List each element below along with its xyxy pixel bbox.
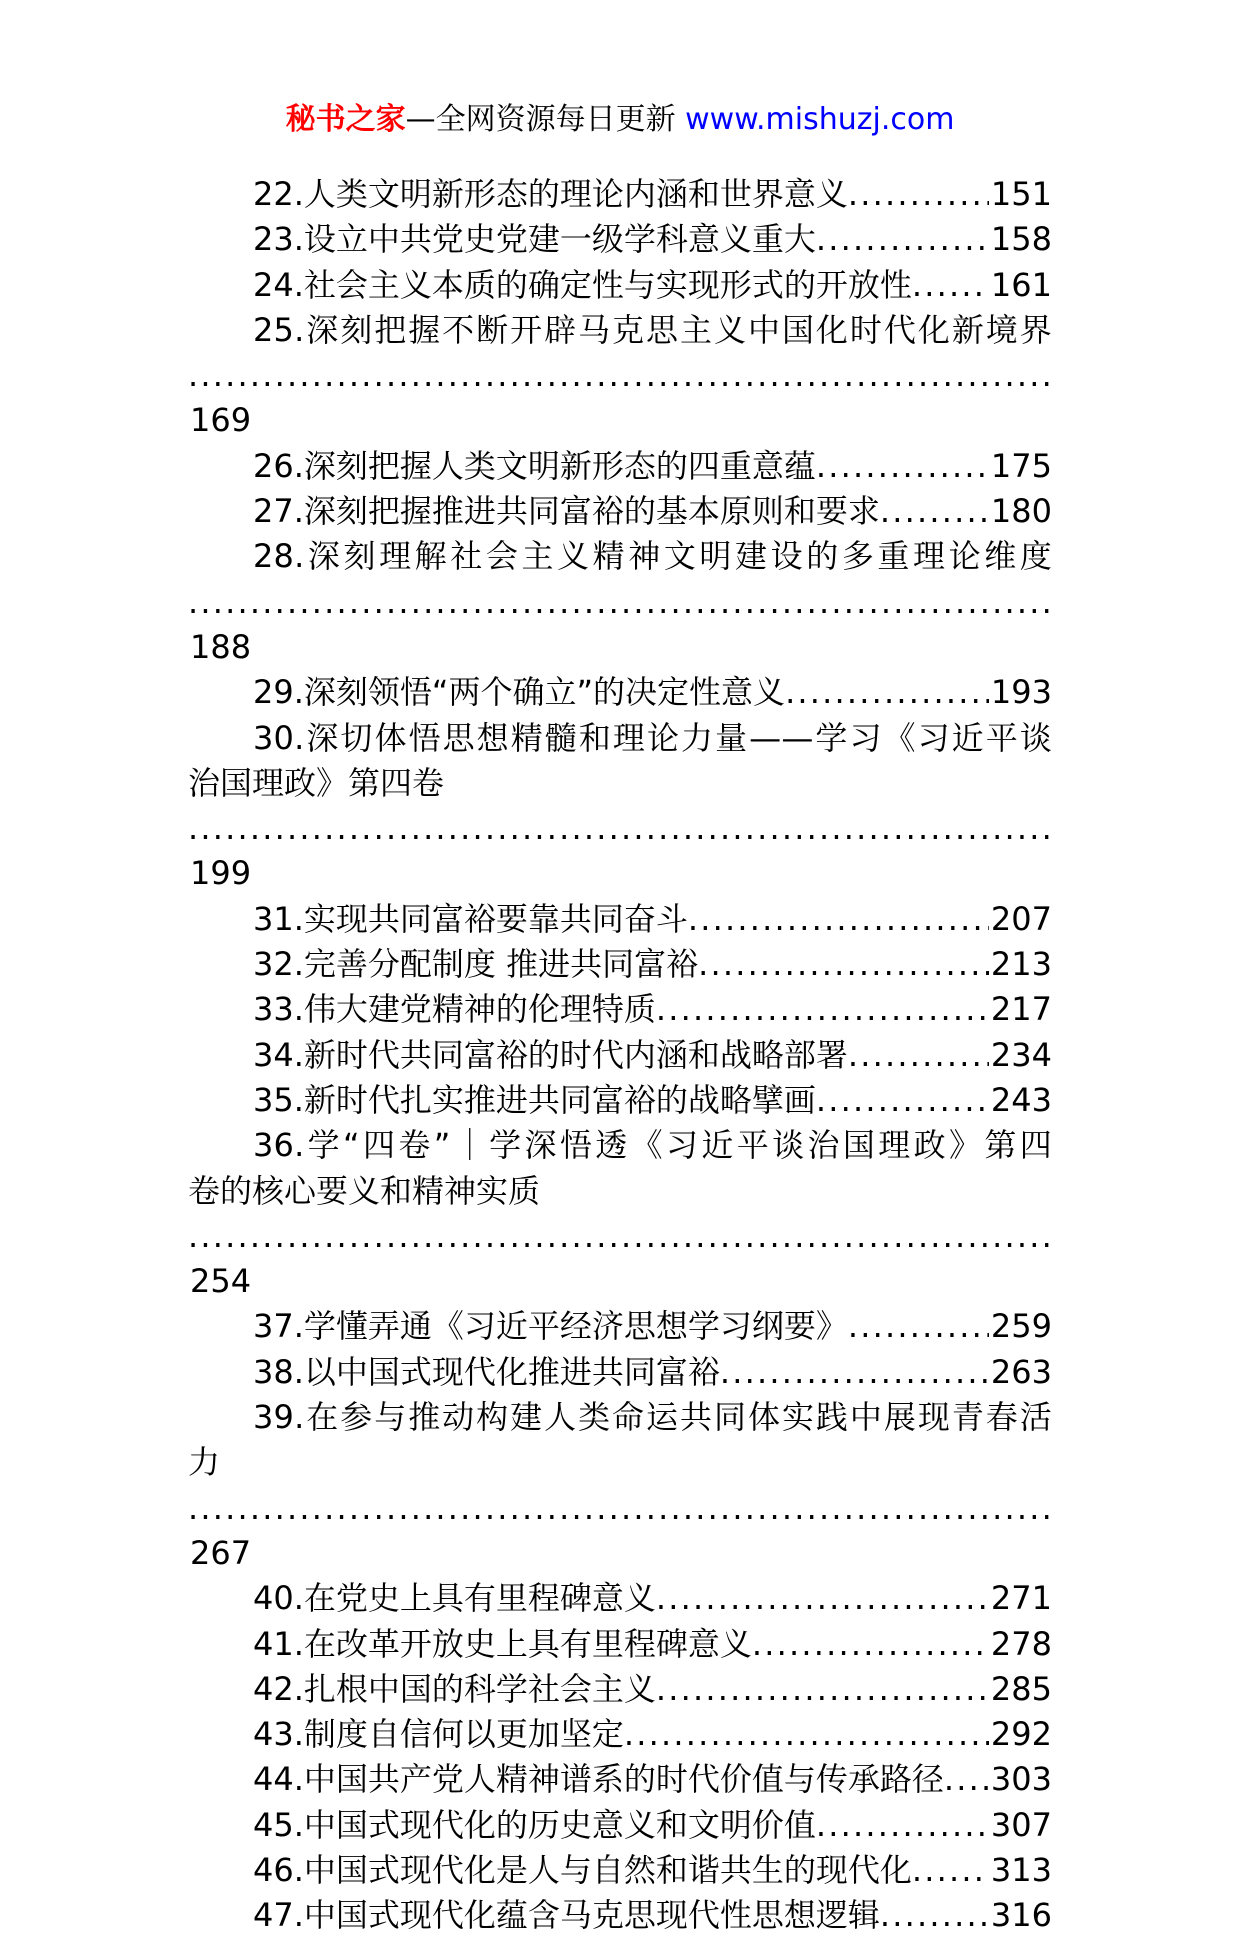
toc-dot-leader	[188, 806, 1052, 851]
toc-entry-title: 24.社会主义本质的确定性与实现形式的开放性	[253, 265, 912, 304]
toc-dot-leader	[188, 1486, 1052, 1531]
toc-dot-leader	[656, 987, 989, 1032]
toc-dot-leader	[188, 580, 1052, 625]
toc-entry[interactable]	[188, 670, 1052, 715]
toc-entry-title: 37.学懂弄通《习近平经济思想学习纲要》	[253, 1307, 848, 1346]
toc-page-number: 207	[990, 899, 1052, 938]
toc-dot-leader	[816, 444, 989, 489]
toc-entry-title: 47.中国式现代化蕴含马克思现代性思想逻辑	[253, 1896, 880, 1935]
toc-dot-leader	[624, 1712, 989, 1757]
toc-page-number: 180	[990, 492, 1052, 531]
toc-dot-leader	[752, 1622, 989, 1667]
toc-page-number: 316	[990, 1896, 1052, 1935]
toc-dot-leader	[880, 1893, 989, 1938]
toc-entry[interactable]	[188, 1123, 1052, 1304]
toc-dot-leader	[880, 489, 989, 534]
toc-entry[interactable]	[188, 1622, 1052, 1667]
toc-entry-title: 40.在党史上具有里程碑意义	[253, 1579, 656, 1618]
toc-page-number: 161	[990, 265, 1052, 304]
toc-dot-leader	[688, 897, 989, 942]
toc-entry[interactable]	[188, 1757, 1052, 1802]
toc-page-number: 243	[990, 1080, 1052, 1119]
toc-page-number: 271	[990, 1579, 1052, 1618]
toc-entry[interactable]	[188, 172, 1052, 217]
toc-entry[interactable]	[188, 1078, 1052, 1123]
toc-entry-title: 44.中国共产党人精神谱系的时代价值与传承路径	[253, 1760, 944, 1799]
toc-entry-title-continued: 卷的核心要义和精神实质	[188, 1171, 541, 1210]
toc-entry[interactable]	[188, 1712, 1052, 1757]
toc-page-number: 267	[190, 1533, 252, 1572]
toc-page-number: 259	[990, 1307, 1052, 1346]
toc-entry[interactable]	[188, 716, 1052, 897]
toc-entry[interactable]	[188, 1803, 1052, 1848]
toc-entry-title: 43.制度自信何以更加坚定	[253, 1715, 624, 1754]
toc-entry-title: 28.深刻理解社会主义精神文明建设的多重理论维度	[253, 537, 1052, 576]
toc-entry[interactable]	[188, 217, 1052, 262]
toc-entry-title: 45.中国式现代化的历史意义和文明价值	[253, 1805, 816, 1844]
toc-entry-title: 42.扎根中国的科学社会主义	[253, 1669, 656, 1708]
toc-dot-leader	[848, 1304, 989, 1349]
toc-entry-title: 39.在参与推动构建人类命运共同体实践中展现青春活	[253, 1398, 1052, 1437]
toc-page-number: 303	[990, 1760, 1052, 1799]
toc-entry-title: 29.深刻领悟“两个确立”的决定性意义	[253, 673, 786, 712]
toc-entry-title-continued: 治国理政》第四卷	[188, 763, 445, 802]
toc-page-number: 285	[990, 1669, 1052, 1708]
toc-entry[interactable]	[188, 263, 1052, 308]
toc-entry[interactable]	[188, 1304, 1052, 1349]
toc-entry-title: 38.以中国式现代化推进共同富裕	[253, 1352, 720, 1391]
toc-entry[interactable]	[188, 1576, 1052, 1621]
toc-page-number: 169	[190, 401, 252, 440]
header-brand: 秘书之家	[285, 102, 406, 137]
toc-dot-leader	[785, 670, 989, 715]
toc-entry-title: 25.深刻把握不断开辟马克思主义中国化时代化新境界	[253, 310, 1052, 349]
toc-dot-leader	[816, 1803, 989, 1848]
header-tagline: —全网资源每日更新	[405, 102, 676, 137]
header-url-link[interactable]: www.mishuzj.com	[685, 102, 955, 137]
toc-page-number: 263	[990, 1352, 1052, 1391]
toc-entry[interactable]	[188, 1033, 1052, 1078]
toc-dot-leader	[720, 1350, 989, 1395]
toc-entry-title: 33.伟大建党精神的伦理特质	[253, 990, 656, 1029]
toc-entry-title: 30.深切体悟思想精髓和理论力量——学习《习近平谈	[253, 718, 1052, 757]
toc-entry-title-continued: 力	[188, 1443, 221, 1482]
toc-entry-title: 26.深刻把握人类文明新形态的四重意蕴	[253, 446, 816, 485]
toc-page-number: 234	[990, 1035, 1052, 1074]
toc-page-number: 217	[990, 990, 1052, 1029]
toc-entry-title: 23.设立中共党史党建一级学科意义重大	[253, 220, 816, 259]
toc-entry-title: 46.中国式现代化是人与自然和谐共生的现代化	[253, 1850, 912, 1889]
toc-entry[interactable]	[188, 308, 1052, 444]
toc-dot-leader	[698, 942, 989, 987]
toc-dot-leader	[656, 1667, 989, 1712]
toc-page-number: 292	[990, 1715, 1052, 1754]
toc-entry[interactable]	[188, 1395, 1052, 1576]
toc-entry[interactable]	[188, 1848, 1052, 1893]
toc-dot-leader	[188, 353, 1052, 398]
toc-entry-title: 34.新时代共同富裕的时代内涵和战略部署	[253, 1035, 848, 1074]
toc-entry-title: 36.学“四卷”｜学深悟透《习近平谈治国理政》第四	[253, 1126, 1052, 1165]
toc-page-number: 213	[990, 945, 1052, 984]
toc-page-number: 175	[990, 446, 1052, 485]
toc-dot-leader	[188, 1214, 1052, 1259]
toc-entry[interactable]	[188, 1667, 1052, 1712]
toc-page-number: 254	[190, 1262, 252, 1301]
toc-entry[interactable]	[188, 987, 1052, 1032]
toc-entry[interactable]	[188, 489, 1052, 534]
toc-entry[interactable]	[188, 444, 1052, 489]
toc-entry-title: 27.深刻把握推进共同富裕的基本原则和要求	[253, 492, 880, 531]
toc-entry-title: 41.在改革开放史上具有里程碑意义	[253, 1624, 752, 1663]
toc-entry-title: 32.完善分配制度 推进共同富裕	[253, 945, 699, 984]
toc-page-number: 313	[990, 1850, 1052, 1889]
toc-entry-title: 31.实现共同富裕要靠共同奋斗	[253, 899, 688, 938]
page-header	[0, 100, 1240, 140]
toc-dot-leader	[656, 1576, 989, 1621]
toc-dot-leader	[816, 1078, 989, 1123]
toc-dot-leader	[816, 217, 989, 262]
toc-entry[interactable]	[188, 897, 1052, 942]
toc-entry[interactable]	[188, 1350, 1052, 1395]
toc-dot-leader	[912, 263, 989, 308]
toc-entry[interactable]	[188, 534, 1052, 670]
toc-page-number: 188	[190, 627, 252, 666]
toc-page-number: 307	[990, 1805, 1052, 1844]
toc-dot-leader	[848, 172, 989, 217]
toc-entry-title: 35.新时代扎实推进共同富裕的战略擘画	[253, 1080, 816, 1119]
toc-entry[interactable]	[188, 1893, 1052, 1938]
toc-dot-leader	[912, 1848, 989, 1893]
toc-page-number: 278	[990, 1624, 1052, 1663]
toc-dot-leader	[944, 1757, 989, 1802]
toc-dot-leader	[848, 1033, 989, 1078]
table-of-contents	[188, 172, 1052, 1939]
toc-page-number: 158	[990, 220, 1052, 259]
toc-page-number: 199	[190, 854, 252, 893]
toc-page-number: 193	[990, 673, 1052, 712]
toc-entry[interactable]	[188, 942, 1052, 987]
toc-entry-title: 22.人类文明新形态的理论内涵和世界意义	[253, 175, 848, 213]
toc-page-number: 151	[990, 175, 1052, 213]
